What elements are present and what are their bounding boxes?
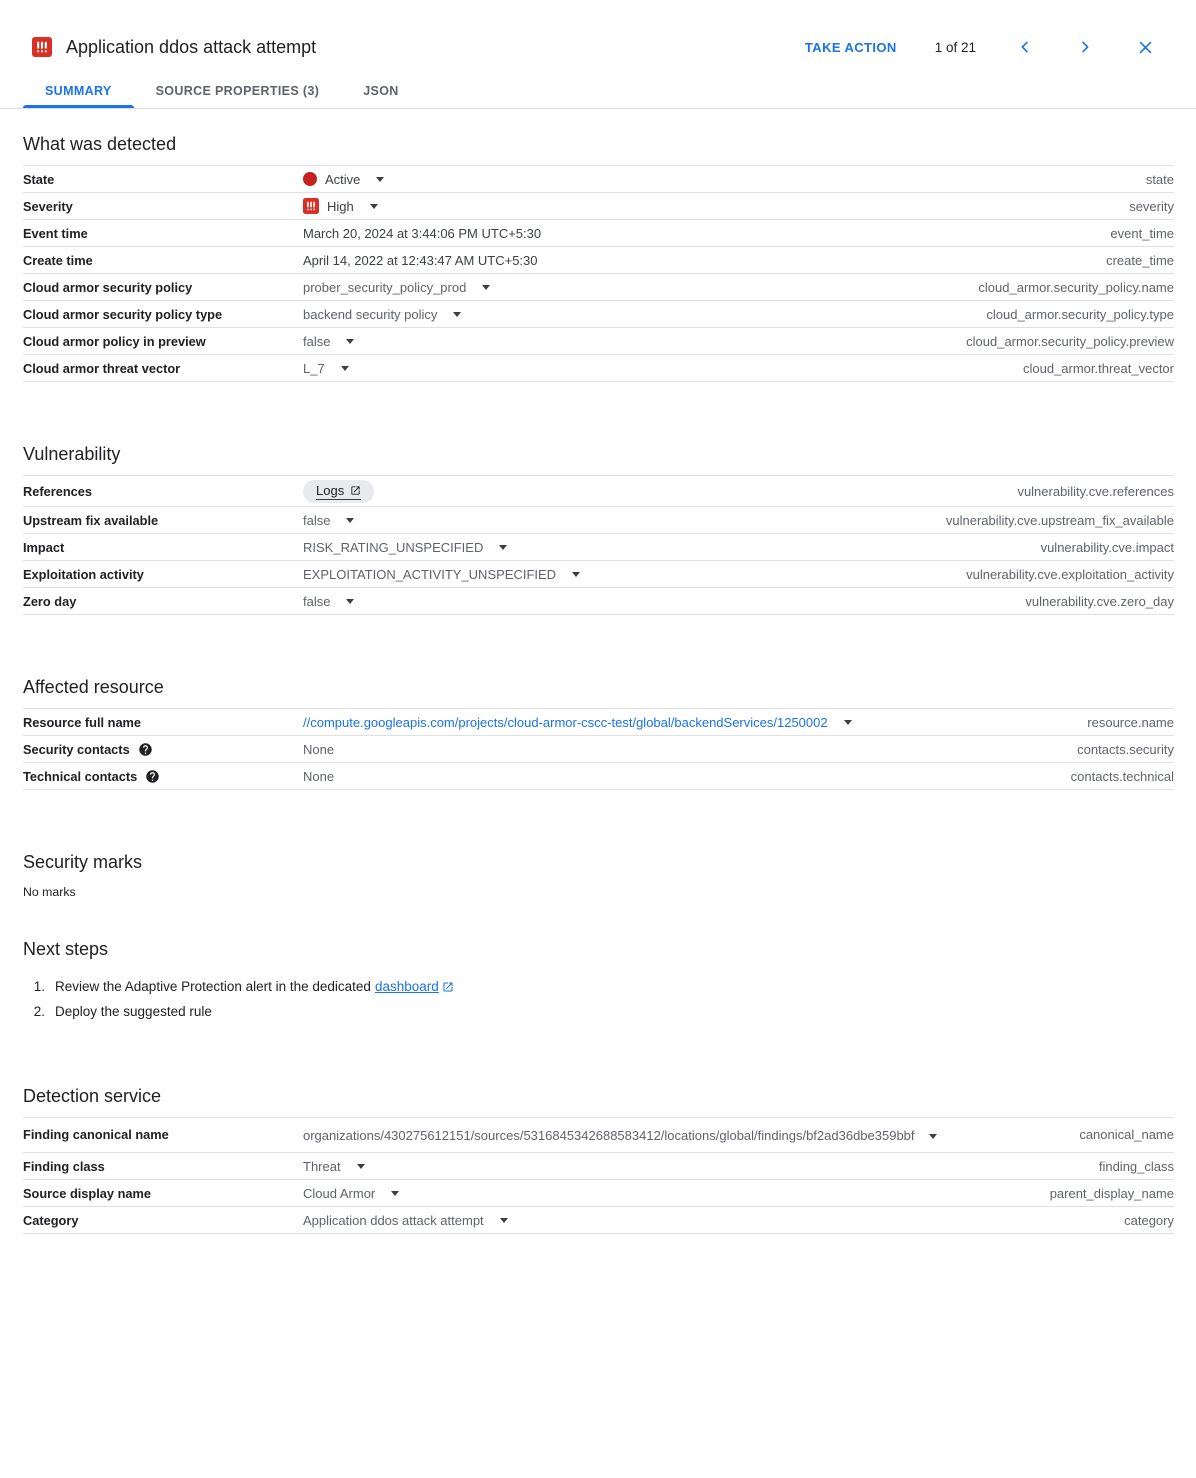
row-label: State xyxy=(23,171,55,187)
row-label xyxy=(23,742,303,757)
field-name: vulnerability.cve.zero_day xyxy=(1025,593,1174,609)
row-value-text: Threat xyxy=(303,1158,341,1174)
step-text: Deploy the suggested rule xyxy=(55,1004,212,1019)
field-name: category xyxy=(1124,1212,1174,1228)
field-name: contacts.technical xyxy=(1070,768,1174,784)
row-security-policy xyxy=(23,274,1174,301)
row-value-text: March 20, 2024 at 3:44:06 PM UTC+5:30 xyxy=(303,225,542,241)
zero-day-dropdown[interactable] xyxy=(303,594,1025,609)
detail-table xyxy=(23,708,1174,790)
tab-summary[interactable]: SUMMARY xyxy=(23,74,134,108)
row-finding-canonical-name xyxy=(23,1118,1174,1153)
dropdown-caret-icon xyxy=(346,339,354,344)
detail-table xyxy=(23,1117,1174,1234)
field-name: canonical_name xyxy=(1079,1127,1174,1142)
row-label: Upstream fix available xyxy=(23,512,159,528)
section-security-marks xyxy=(23,850,1174,899)
row-value-text: RISK_RATING_UNSPECIFIED xyxy=(303,539,484,555)
section-affected-resource xyxy=(23,675,1174,790)
detail-table xyxy=(23,165,1174,382)
row-value-text: backend security policy xyxy=(303,306,438,322)
section-title: Affected resource xyxy=(23,677,164,697)
row-severity xyxy=(23,193,1174,220)
next-finding-button[interactable] xyxy=(1074,36,1096,58)
field-name: vulnerability.cve.impact xyxy=(1040,539,1174,555)
row-label: References xyxy=(23,483,93,499)
row-label: Source display name xyxy=(23,1185,152,1201)
row-security-contacts xyxy=(23,736,1174,763)
tab-source-properties[interactable]: SOURCE PROPERTIES (3) xyxy=(155,84,320,98)
row-label: Cloud armor security policy type xyxy=(23,306,223,322)
threat-vector-dropdown[interactable] xyxy=(303,361,1023,376)
dropdown-caret-icon xyxy=(453,312,461,317)
field-name: cloud_armor.security_policy.type xyxy=(986,306,1174,322)
dropdown-caret-icon xyxy=(500,1218,508,1223)
open-in-new-icon xyxy=(350,485,361,496)
dropdown-caret-icon xyxy=(346,599,354,604)
page-title: Application ddos attack attempt xyxy=(66,36,317,57)
impact-dropdown[interactable] xyxy=(303,540,1041,555)
security-policy-dropdown[interactable] xyxy=(303,280,978,295)
category-dropdown[interactable] xyxy=(303,1213,1124,1228)
row-zero-day xyxy=(23,588,1174,615)
row-label xyxy=(23,769,303,784)
section-title: Vulnerability xyxy=(23,444,121,464)
canonical-name-dropdown[interactable] xyxy=(303,1125,1079,1146)
row-value-text: Active xyxy=(325,171,361,187)
logs-chip-inner xyxy=(316,483,361,500)
dropdown-caret-icon xyxy=(391,1191,399,1196)
help-icon[interactable] xyxy=(138,742,153,757)
security-policy-type-dropdown[interactable] xyxy=(303,307,986,322)
severity-dropdown[interactable] xyxy=(303,198,1129,214)
row-exploitation-activity xyxy=(23,561,1174,588)
row-value-text: false xyxy=(303,512,331,528)
chevron-left-icon xyxy=(1017,39,1033,55)
dashboard-link-label: dashboard xyxy=(374,979,439,994)
field-name: parent_display_name xyxy=(1049,1185,1174,1201)
high-severity-icon xyxy=(303,198,319,214)
logs-chip[interactable] xyxy=(303,480,374,503)
row-value xyxy=(303,769,1071,784)
step-text: Review the Adaptive Protection alert in the dedicated xyxy=(55,979,371,994)
field-name: resource.name xyxy=(1087,714,1174,730)
row-source-display-name xyxy=(23,1180,1174,1207)
section-title: Detection service xyxy=(23,1086,162,1106)
field-name: vulnerability.cve.upstream_fix_available xyxy=(945,512,1174,528)
section-title: Next steps xyxy=(23,939,109,959)
header-actions xyxy=(805,36,1156,58)
active-state-icon xyxy=(303,172,317,186)
state-dropdown[interactable] xyxy=(303,172,1146,187)
dropdown-caret-icon xyxy=(370,204,378,209)
chevron-right-icon xyxy=(1077,39,1093,55)
row-value-text: organizations/430275612151/sources/5316845342688583412/locations/global/findings/bf2ad36dbe359bbf xyxy=(303,1128,915,1143)
row-security-policy-type xyxy=(23,301,1174,328)
row-label: Cloud armor policy in preview xyxy=(23,333,206,349)
row-label: Finding class xyxy=(23,1158,105,1174)
row-label: Impact xyxy=(23,539,65,555)
row-label: Severity xyxy=(23,198,73,214)
section-next-steps xyxy=(23,937,1174,1024)
row-label: Category xyxy=(23,1212,79,1228)
row-label: Zero day xyxy=(23,593,77,609)
field-name: cloud_armor.security_policy.name xyxy=(978,279,1174,295)
next-steps-list xyxy=(23,974,1174,1024)
row-value-text: Application ddos attack attempt xyxy=(303,1212,484,1228)
help-icon[interactable] xyxy=(145,769,160,784)
row-upstream-fix xyxy=(23,507,1174,534)
next-step-item xyxy=(23,974,1174,999)
finding-header xyxy=(0,0,1196,58)
field-name: severity xyxy=(1129,198,1174,214)
row-value xyxy=(303,253,1106,268)
row-value xyxy=(303,226,1110,241)
take-action-button[interactable]: TAKE ACTION xyxy=(804,39,897,55)
row-value-text: Cloud Armor xyxy=(303,1185,376,1201)
field-name: vulnerability.cve.exploitation_activity xyxy=(966,566,1174,582)
row-label-text: Security contacts xyxy=(23,741,130,757)
row-label: Exploitation activity xyxy=(23,566,144,582)
dropdown-caret-icon xyxy=(357,1164,365,1169)
step-number: 1. xyxy=(33,979,45,994)
row-state xyxy=(23,166,1174,193)
open-in-new-icon xyxy=(442,981,454,993)
resource-name-dropdown[interactable] xyxy=(303,715,1087,730)
row-label: Create time xyxy=(23,252,93,268)
no-marks-text: No marks xyxy=(23,885,76,899)
tab-bar xyxy=(0,74,1196,109)
row-value-text: EXPLOITATION_ACTIVITY_UNSPECIFIED xyxy=(303,566,557,582)
section-what-was-detected xyxy=(23,132,1174,382)
pagination-counter: 1 of 21 xyxy=(934,39,976,55)
dropdown-caret-icon xyxy=(376,177,384,182)
row-value-text: High xyxy=(327,198,354,214)
close-icon xyxy=(1137,39,1154,56)
field-name: cloud_armor.security_policy.preview xyxy=(966,333,1174,349)
row-value-text: false xyxy=(303,593,331,609)
row-label: Cloud armor threat vector xyxy=(23,360,181,376)
row-value-text: prober_security_policy_prod xyxy=(303,279,467,295)
field-name: create_time xyxy=(1106,252,1174,268)
row-label: Event time xyxy=(23,225,88,241)
row-value-text: None xyxy=(303,768,335,784)
logs-chip-label: Logs xyxy=(316,482,345,498)
field-name: contacts.security xyxy=(1077,741,1174,757)
field-name: vulnerability.cve.references xyxy=(1017,483,1174,499)
row-technical-contacts xyxy=(23,763,1174,790)
row-event-time xyxy=(23,220,1174,247)
row-finding-class xyxy=(23,1153,1174,1180)
upstream-fix-dropdown[interactable] xyxy=(303,513,946,528)
row-label-text: Technical contacts xyxy=(23,768,138,784)
field-name: finding_class xyxy=(1098,1158,1174,1174)
high-severity-icon xyxy=(32,37,52,57)
tab-json[interactable]: JSON xyxy=(363,84,399,98)
section-detection-service xyxy=(23,1084,1174,1234)
row-category xyxy=(23,1207,1174,1234)
dashboard-link[interactable] xyxy=(375,974,454,999)
row-value-text: false xyxy=(303,333,331,349)
row-value-text: None xyxy=(303,741,335,757)
row-value xyxy=(303,742,1077,757)
row-impact xyxy=(23,534,1174,561)
summary-panel xyxy=(0,132,1196,1234)
dropdown-caret-icon xyxy=(346,518,354,523)
row-label: Resource full name xyxy=(23,714,142,730)
source-display-name-dropdown[interactable] xyxy=(303,1186,1050,1201)
row-threat-vector xyxy=(23,355,1174,382)
finding-title-group xyxy=(32,37,316,58)
finding-class-dropdown[interactable] xyxy=(303,1159,1099,1174)
row-resource-full-name xyxy=(23,709,1174,736)
policy-preview-dropdown[interactable] xyxy=(303,334,966,349)
dropdown-caret-icon xyxy=(929,1134,937,1139)
dropdown-caret-icon xyxy=(844,720,852,725)
row-references xyxy=(23,476,1174,507)
dropdown-caret-icon xyxy=(341,366,349,371)
next-step-item xyxy=(23,999,1174,1024)
row-create-time xyxy=(23,247,1174,274)
resource-name-link[interactable]: //compute.googleapis.com/projects/cloud-armor-cscc-test/global/backendServices/1250002 xyxy=(303,714,828,730)
detail-table xyxy=(23,475,1174,615)
section-title: What was detected xyxy=(23,134,177,154)
step-number: 2. xyxy=(33,1004,45,1019)
row-value-text: L_7 xyxy=(303,360,325,376)
row-value xyxy=(303,480,1017,503)
row-label: Finding canonical name xyxy=(23,1127,169,1142)
close-button[interactable] xyxy=(1134,36,1156,58)
section-title: Security marks xyxy=(23,852,143,872)
dropdown-caret-icon xyxy=(499,545,507,550)
row-label: Cloud armor security policy xyxy=(23,279,193,295)
section-vulnerability xyxy=(23,442,1174,615)
previous-finding-button[interactable] xyxy=(1014,36,1036,58)
field-name: event_time xyxy=(1110,225,1174,241)
field-name: cloud_armor.threat_vector xyxy=(1022,360,1174,376)
exploitation-activity-dropdown[interactable] xyxy=(303,567,966,582)
row-policy-preview xyxy=(23,328,1174,355)
row-value-text: April 14, 2022 at 12:43:47 AM UTC+5:30 xyxy=(303,252,538,268)
field-name: state xyxy=(1145,171,1174,187)
dropdown-caret-icon xyxy=(482,285,490,290)
dropdown-caret-icon xyxy=(572,572,580,577)
